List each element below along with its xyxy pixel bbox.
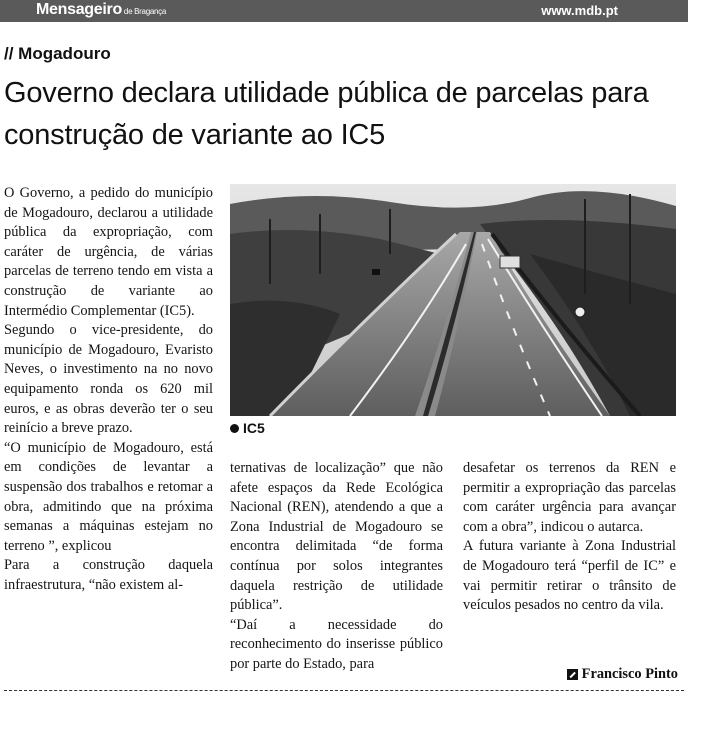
headline: Governo declara utilidade pública de parcelas para construção de variante ao IC5 <box>4 77 649 151</box>
paragraph: A futura variante à Zona Industrial de Mogadouro terá “perfil de IC” e vai permitir retirar o trânsito de veículos pesados no centro da vila. <box>463 538 676 614</box>
paragraph: O Governo, a pedido do município de Mogadouro, declarou a utilidade pública da expropriação, com caráter de urgência, de várias parcelas de terreno tendo em vista a construção de variante ao Intermédio Complementar (IC5). <box>4 185 213 319</box>
page-header-bar <box>0 0 688 22</box>
paragraph: Segundo o vice-presidente, do município de Mogadouro, Evaristo Neves, o investimento na no novo equipamento ronda os 620 mil euros, e as obras deverão ter o seu reinício a breve prazo. <box>4 322 213 437</box>
section-label: // Mogadouro <box>4 44 111 63</box>
paragraph: desafetar os terrenos da REN e permitir a expropriação das parcelas com caráter urgência para avançar com a obra”, indicou o autarca. <box>463 460 676 535</box>
divider <box>4 690 684 691</box>
highway-photo <box>230 184 676 416</box>
photo-caption <box>230 420 265 436</box>
masthead-subtitle: de Bragança <box>123 7 166 16</box>
author-name: Francisco Pinto <box>581 666 678 682</box>
article-column-2 <box>230 459 443 675</box>
bullet-icon <box>230 424 239 433</box>
caption-text: IC5 <box>243 420 265 436</box>
article-column-3 <box>463 459 676 616</box>
paragraph: “O município de Mogadouro, está em condições de levantar a suspensão dos trabalhos e retomar a obra, admitindo que na próxima semanas a máquinas estejam no terreno ”, explicou <box>4 439 213 554</box>
author-byline <box>567 666 678 683</box>
masthead-title: Mensageiro <box>36 1 122 18</box>
paragraph: “Daí a necessidade do reconhecimento do inserisse público por parte do Estado, para <box>230 616 443 672</box>
masthead <box>36 1 166 19</box>
article-column-1 <box>4 184 213 595</box>
paragraph: ternativas de localização” que não afete espaços da Rede Ecológica Nacional (REN), atendendo a que a Zona Industrial de Mogadouro se encontra delimitada “de forma contínua por solos integrantes daquela restrição de utilidade pública”. <box>230 460 443 614</box>
site-url: www.mdb.pt <box>541 3 618 18</box>
pen-icon <box>567 669 578 680</box>
paragraph: Para a construção daquela infraestrutura, “não existem al- <box>4 557 213 593</box>
